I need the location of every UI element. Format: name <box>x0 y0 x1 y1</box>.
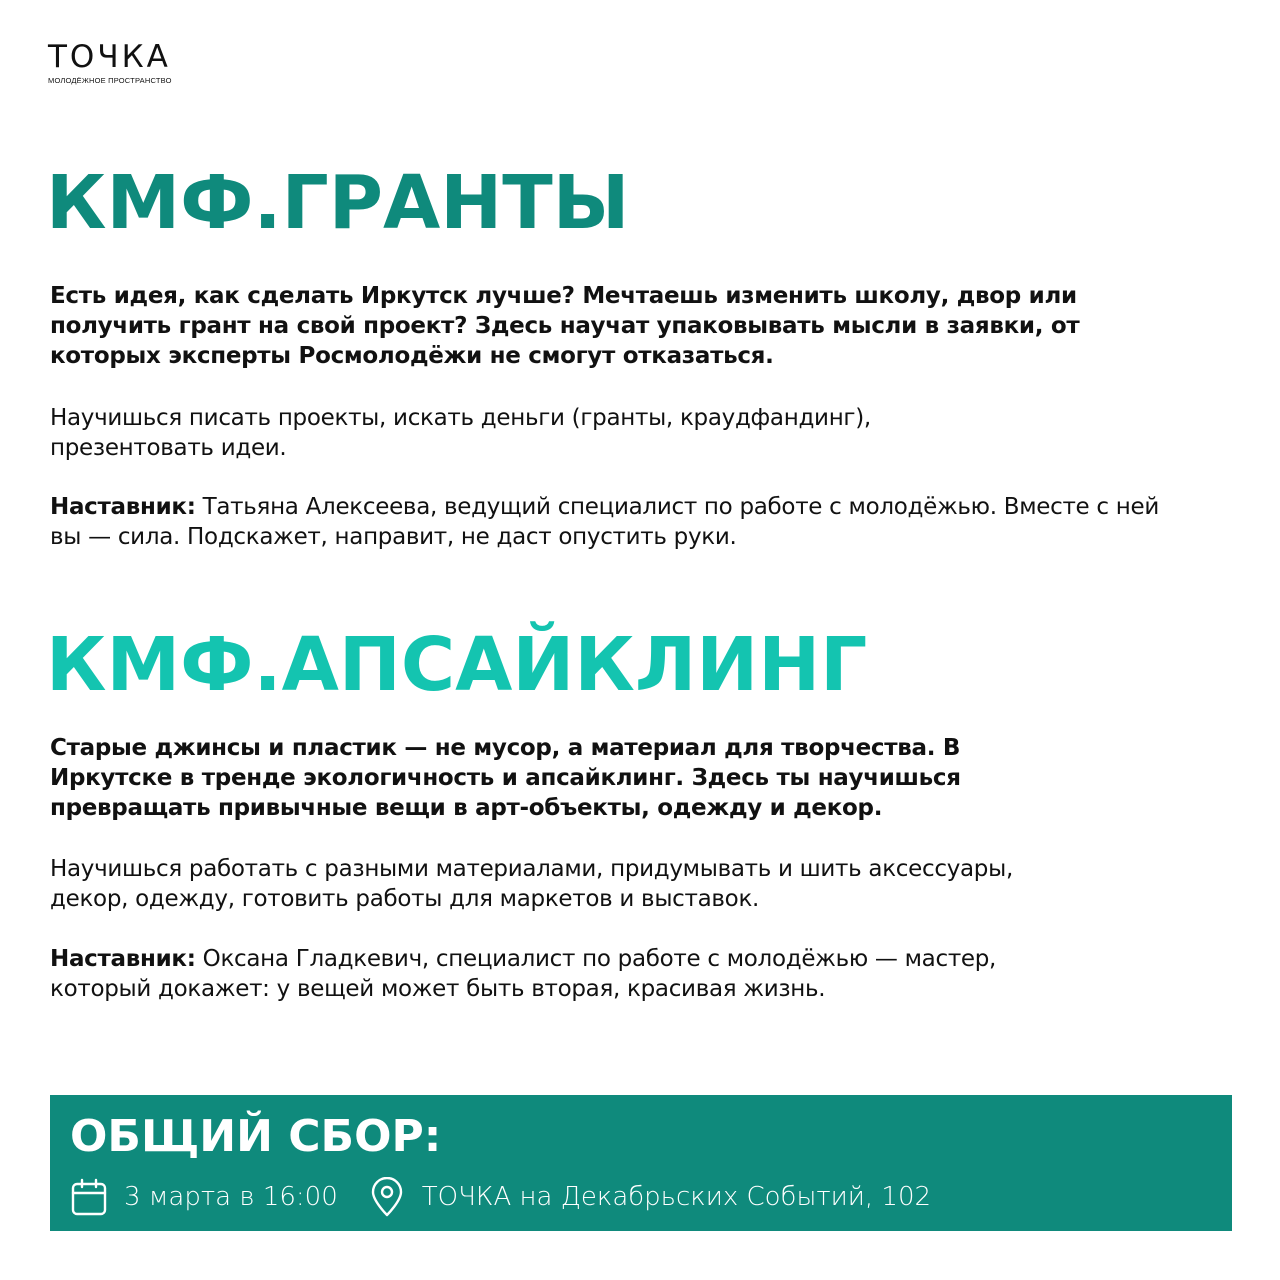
section-title-upcycling: КМФ.АПСАЙКЛИНГ <box>46 622 868 708</box>
logo <box>48 40 172 86</box>
section-title-grants: КМФ.ГРАНТЫ <box>46 160 630 246</box>
meeting-banner <box>50 1095 1232 1231</box>
meeting-date: 3 марта в 16:00 <box>124 1182 338 1212</box>
mentor-label: Наставник: <box>50 946 196 972</box>
banner-title: ОБЩИЙ СБОР: <box>70 1111 442 1162</box>
grants-intro: Есть идея, как сделать Иркутск лучше? Мечтаешь изменить школу, двор или получить грант на свой проект? Здесь научат упаковывать мысли в заявки, от которых эксперты Росмолодёжи не смогут отказаться. <box>50 283 1080 369</box>
logo-wordmark: ТОЧКА <box>48 39 171 75</box>
mentor-label: Наставник: <box>50 494 196 520</box>
mentor-text: Оксана Гладкевич, специалист по работе с молодёжью — мастер, который докажет: у вещей может быть вторая, красивая жизнь. <box>50 946 997 1002</box>
meeting-place: ТОЧКА на Декабрьских Событий, 102 <box>421 1182 932 1212</box>
location-pin-icon <box>368 1177 406 1217</box>
grants-mentor <box>50 492 1170 552</box>
upcycling-intro: Старые джинсы и пластик — не мусор, а материал для творчества. В Иркутске в тренде экологичность и апсайклинг. Здесь ты научишься превращать привычные вещи в арт-объекты, одежду и декор. <box>50 735 961 821</box>
logo-tagline: МОЛОДЁЖНОЕ ПРОСТРАНСТВО <box>48 76 172 85</box>
banner-details <box>70 1177 931 1217</box>
mentor-text: Татьяна Алексеева, ведущий специалист по работе с молодёжью. Вместе с ней вы — сила. Подскажет, направит, не даст опустить руки. <box>50 494 1160 550</box>
calendar-icon <box>70 1177 108 1217</box>
upcycling-skills: Научишься работать с разными материалами, придумывать и шить аксессуары, декор, одежду, готовить работы для маркетов и выставок. <box>50 856 1013 912</box>
upcycling-mentor <box>50 944 1050 1004</box>
grants-skills: Научишься писать проекты, искать деньги (гранты, краудфандинг), презентовать идеи. <box>50 405 871 461</box>
